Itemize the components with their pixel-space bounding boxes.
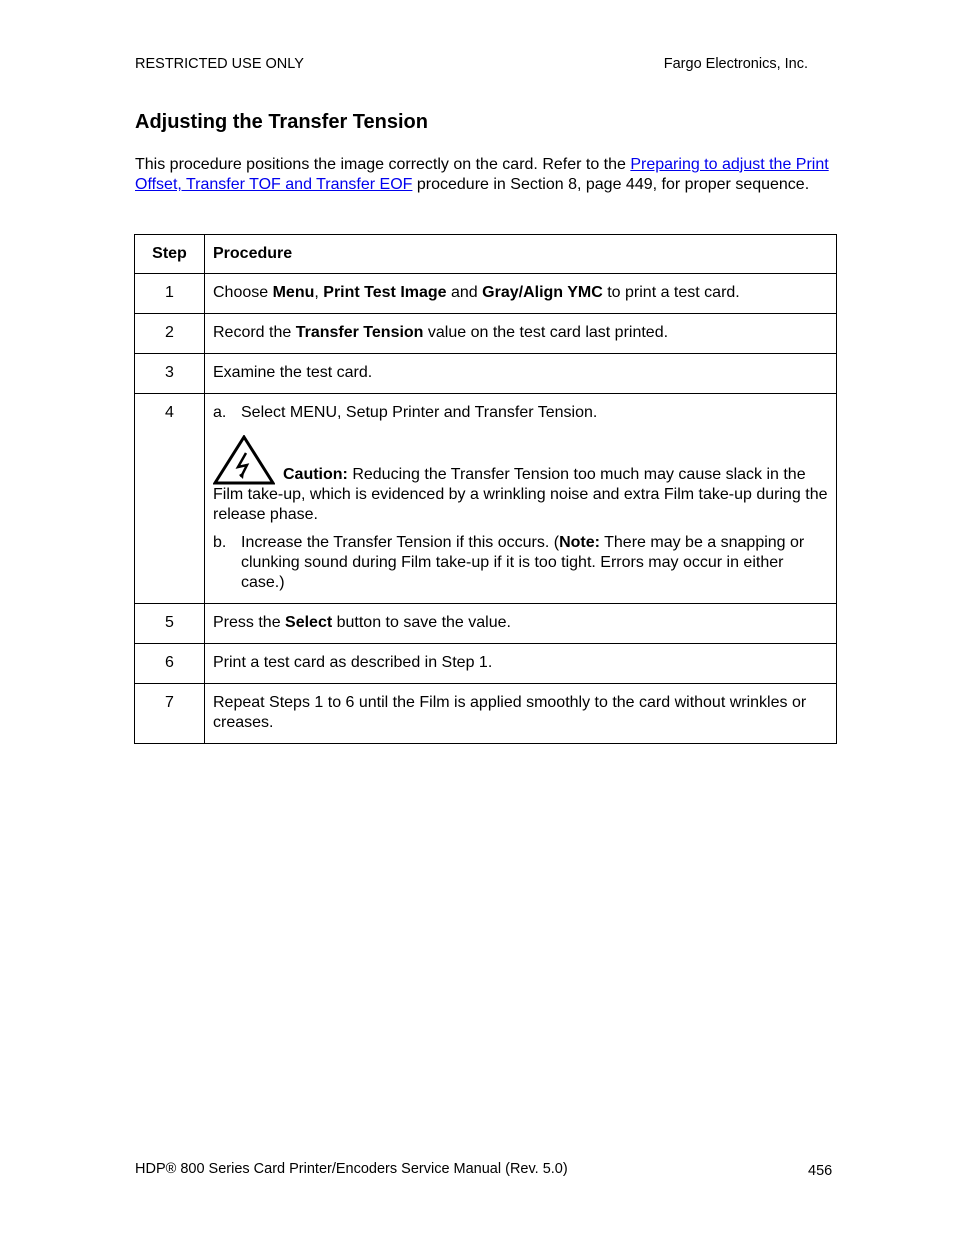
table-row bbox=[135, 604, 837, 644]
text: , bbox=[314, 284, 324, 301]
text: Choose bbox=[213, 284, 273, 301]
substep-text: Select MENU, Setup Printer and Transfer Tension. bbox=[241, 404, 598, 421]
intro-text-after: procedure in Section 8, page 449, for proper sequence. bbox=[412, 176, 810, 193]
step-number: 1 bbox=[135, 274, 205, 314]
procedure-cell: Examine the test card. bbox=[205, 354, 837, 394]
procedure-table bbox=[134, 234, 837, 744]
bold-text: Transfer Tension bbox=[295, 324, 424, 341]
bold-text: Gray/Align YMC bbox=[482, 284, 603, 301]
caution-label: Caution: bbox=[283, 466, 348, 483]
preparing-link[interactable]: Preparing to adjust the Print Offset, Transfer TOF and Transfer EOF bbox=[135, 156, 829, 193]
procedure-cell bbox=[205, 604, 837, 644]
note-label: Note: bbox=[559, 534, 600, 551]
text: Increase the Transfer Tension if this occurs. ( bbox=[241, 534, 560, 551]
step-header: Step bbox=[135, 235, 205, 274]
page-title: Adjusting the Transfer Tension bbox=[135, 111, 428, 133]
text: Record the bbox=[213, 324, 296, 341]
procedure-header: Procedure bbox=[205, 235, 837, 274]
text: Press the bbox=[213, 614, 286, 631]
page-number: 456 bbox=[808, 1163, 833, 1179]
intro-text-before: This procedure positions the image correctly on the card. Refer to the bbox=[135, 156, 631, 173]
text: to print a test card. bbox=[602, 284, 740, 301]
procedure-cell: Print a test card as described in Step 1. bbox=[205, 644, 837, 684]
header-company: Fargo Electronics, Inc. bbox=[663, 56, 808, 72]
text: There may be a snapping or clunking sound during Film take-up if it is too tight. Errors may occur in either case.) bbox=[241, 534, 805, 591]
substep-a bbox=[213, 403, 828, 423]
step-number: 5 bbox=[135, 604, 205, 644]
intro-paragraph bbox=[135, 155, 840, 195]
caution-note bbox=[213, 435, 828, 525]
substep-text bbox=[241, 533, 828, 593]
caution-text: Reducing the Transfer Tension too much may cause slack in the Film take-up, which is evidenced by a wrinkling noise and extra Film take-up during the release phase. bbox=[213, 466, 828, 523]
text: value on the test card last printed. bbox=[423, 324, 669, 341]
table-row bbox=[135, 354, 837, 394]
step-number: 7 bbox=[135, 684, 205, 744]
table-row bbox=[135, 644, 837, 684]
text: and bbox=[446, 284, 483, 301]
step-number: 3 bbox=[135, 354, 205, 394]
high-voltage-warning-icon bbox=[213, 435, 275, 485]
table-row bbox=[135, 684, 837, 744]
procedure-cell bbox=[205, 274, 837, 314]
step-number: 4 bbox=[135, 394, 205, 604]
procedure-cell bbox=[205, 314, 837, 354]
text: button to save the value. bbox=[332, 614, 511, 631]
substep-label: b. bbox=[213, 534, 227, 551]
table-header-row bbox=[135, 235, 837, 274]
step-number: 6 bbox=[135, 644, 205, 684]
bold-text: Print Test Image bbox=[323, 284, 447, 301]
table-row bbox=[135, 314, 837, 354]
header-restricted: RESTRICTED USE ONLY bbox=[135, 56, 304, 72]
footer-manual-title: HDP® 800 Series Card Printer/Encoders Service Manual (Rev. 5.0) bbox=[135, 1161, 568, 1177]
procedure-cell: Repeat Steps 1 to 6 until the Film is applied smoothly to the card without wrinkles or creases. bbox=[205, 684, 837, 744]
step-number: 2 bbox=[135, 314, 205, 354]
substep-b bbox=[213, 533, 828, 593]
table-row bbox=[135, 274, 837, 314]
bold-text: Menu bbox=[272, 284, 315, 301]
bold-text: Select bbox=[285, 614, 333, 631]
procedure-cell bbox=[205, 394, 837, 604]
substep-label: a. bbox=[213, 404, 227, 421]
table-row bbox=[135, 394, 837, 604]
